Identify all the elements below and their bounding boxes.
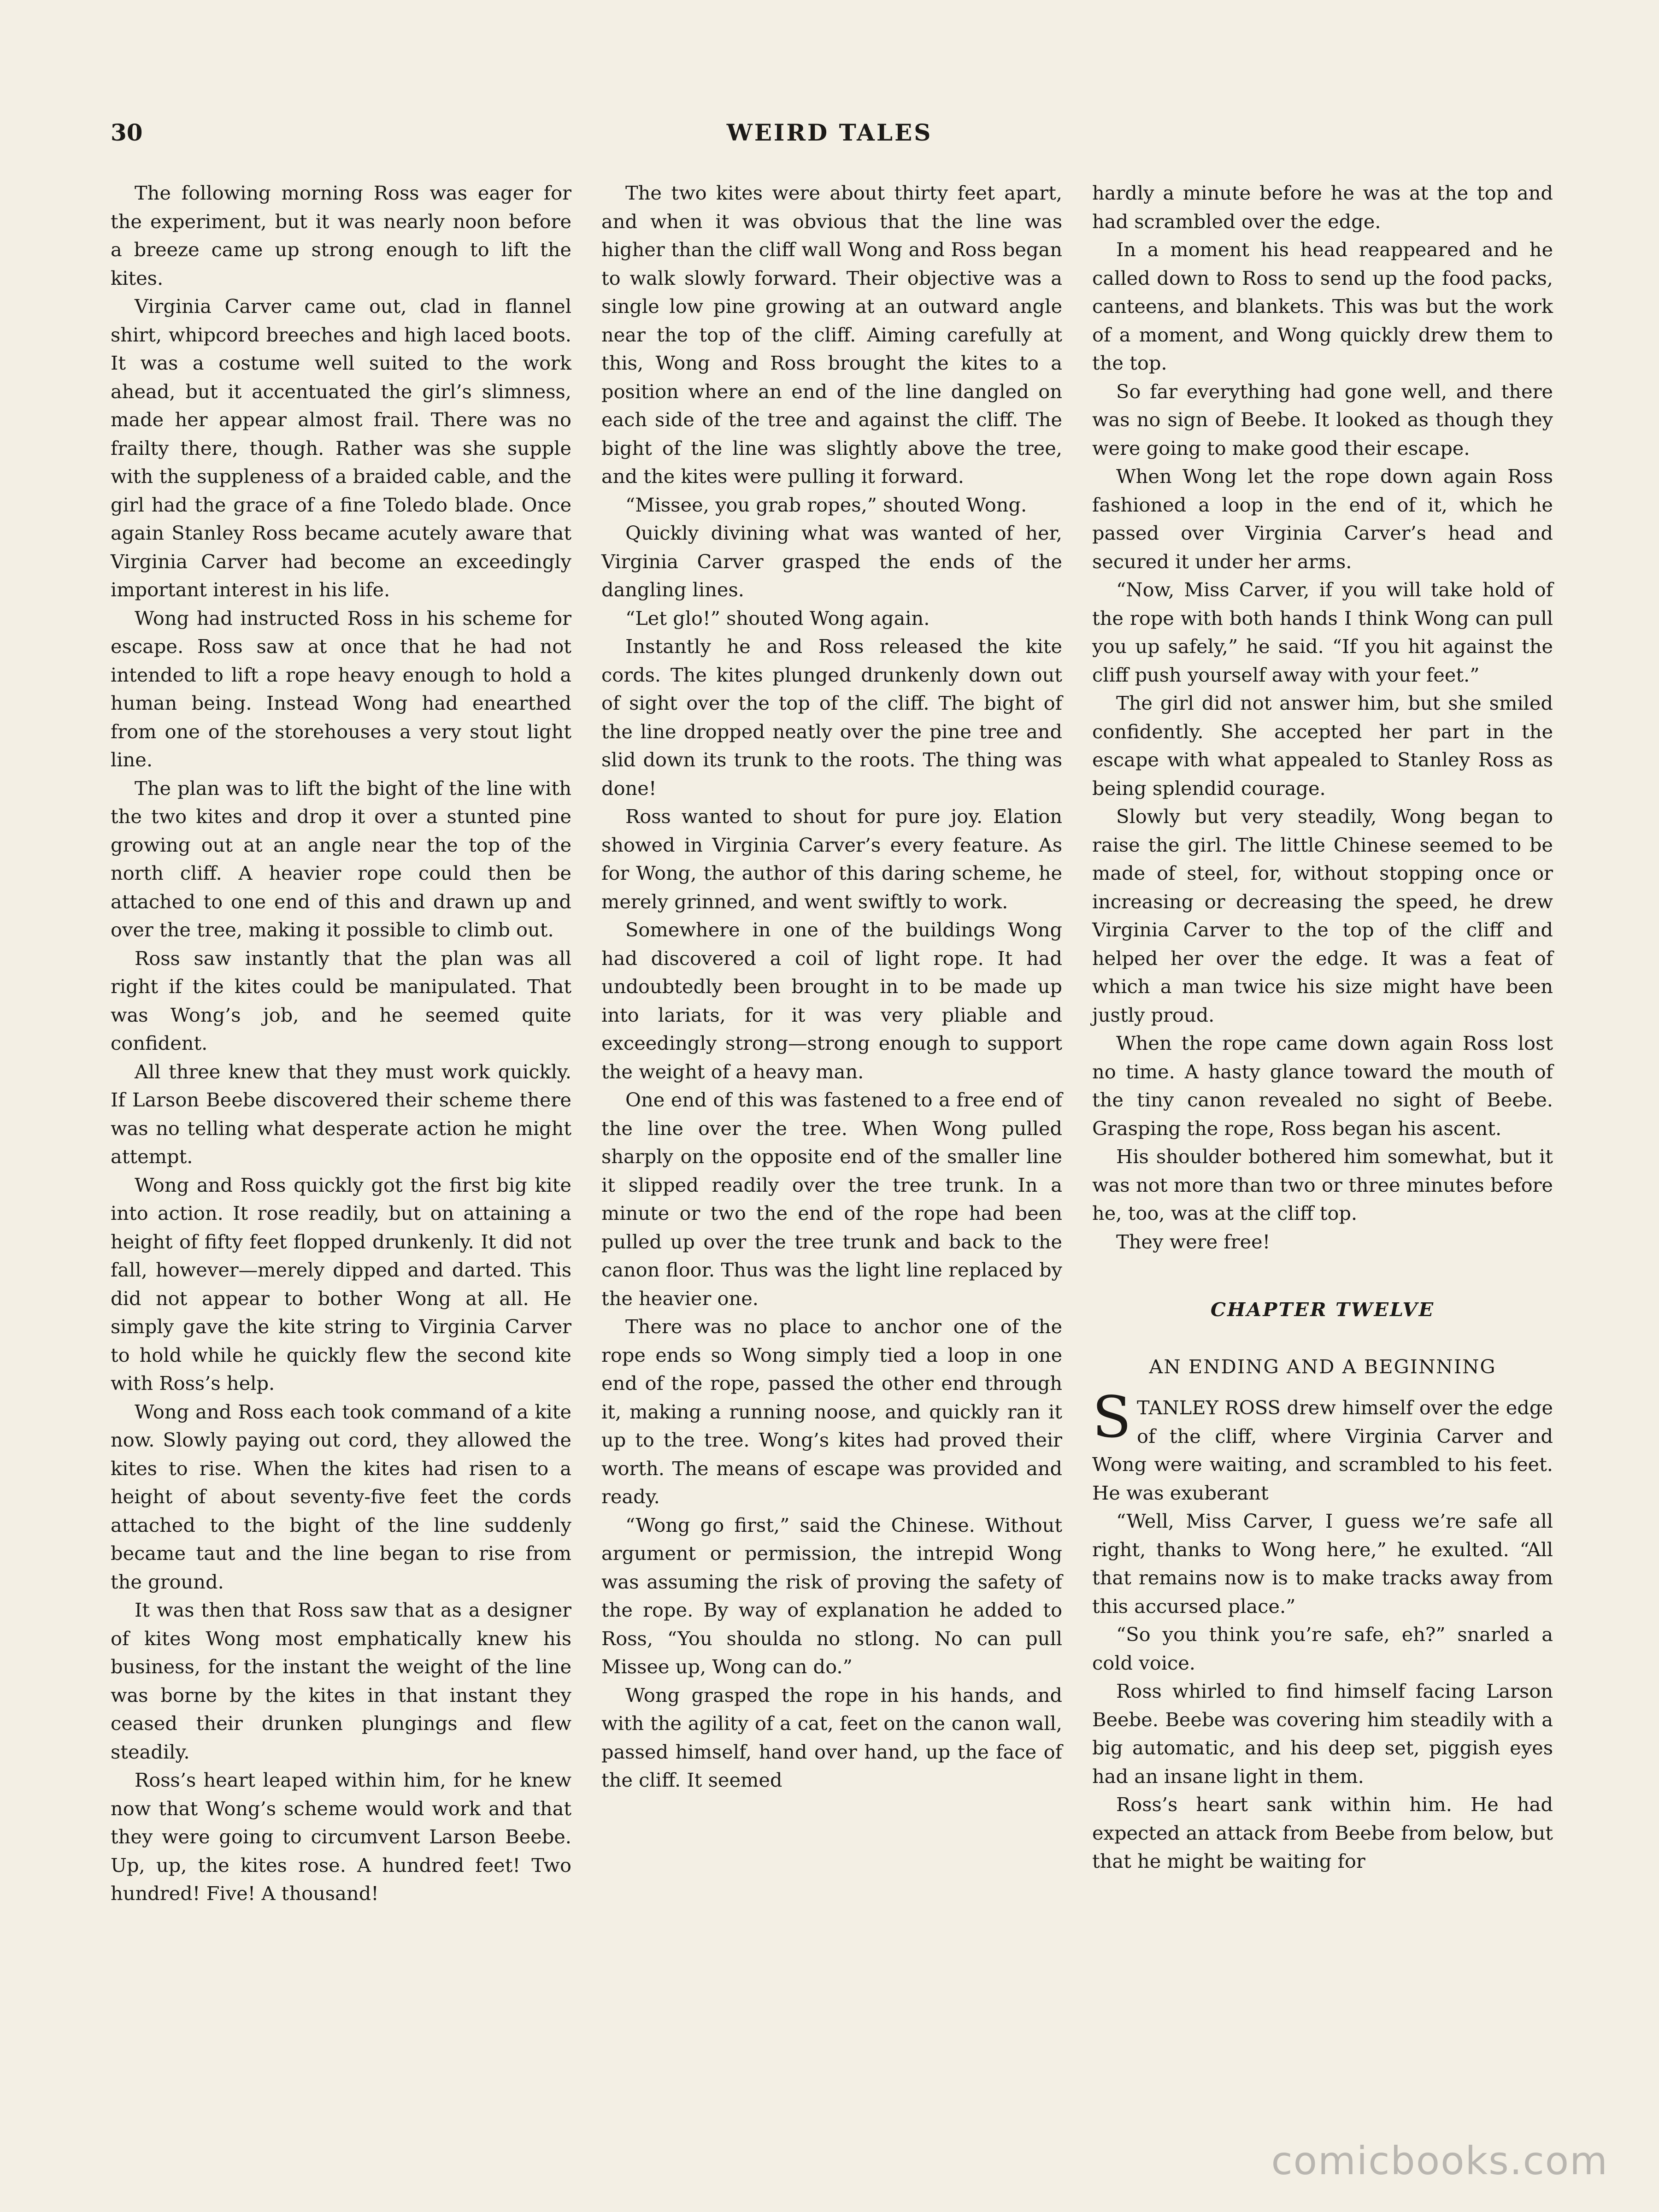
text-column-1 <box>111 179 571 1908</box>
paragraph: One end of this was fastened to a free end of the line over the tree. When Wong pulled sharply on the opposite end of the smaller line it slipped readily over the tree trunk. In a minute or two the end of the rope had been pulled up over the tree trunk and back to the canon floor. Thus was the light line replaced by the heavier one. <box>601 1088 1062 1310</box>
paragraph: hardly a minute before he was at the top and had scrambled over the edge. <box>1092 182 1553 233</box>
paragraph: There was no place to anchor one of the rope ends so Wong simply tied a loop in one end of the rope, passed the other end through it, making a running noose, and quickly ran it up to the tree. Wong’s kites had proved their worth. The means of escape was provided and ready. <box>601 1315 1062 1508</box>
paragraph: Ross’s heart sank within him. He had expected an attack from Beebe from below, but that he might be waiting for <box>1092 1793 1553 1872</box>
paragraph: The girl did not answer him, but she smiled confidently. She accepted her part in the escape with what appealed to Stanley Ross as being splendid courage. <box>1092 692 1553 800</box>
opening-text: TANLEY ROSS drew himself over the edge of the cliff, where Virginia Carver and Wong were waiting, and scrambled to his feet. He was exuberant <box>1092 1396 1553 1504</box>
chapter-title: AN ENDING AND A BEGINNING <box>1149 1355 1496 1378</box>
paragraph: “Wong go first,” said the Chinese. Without argument or permission, the intrepid Wong was assuming the risk of proving the safety of the rope. By way of explanation he added to Ross, “You shoulda no stlong. No can pull Missee up, Wong can do.” <box>601 1513 1062 1678</box>
paragraph: So far everything had gone well, and there was no sign of Beebe. It looked as though they were going to make good their escape. <box>1092 380 1553 459</box>
paragraph: “Let glo!” shouted Wong again. <box>625 606 930 629</box>
paragraph: Ross wanted to shout for pure joy. Elation showed in Virginia Carver’s every feature. As for Wong, the author of this daring scheme, he merely grinned, and went swiftly to work. <box>601 805 1062 913</box>
text-column-2 <box>601 179 1062 1794</box>
paragraph: In a moment his head reappeared and he called down to Ross to send up the food packs, canteens, and blankets. This was but the work of a moment, and Wong quickly drew them to the top. <box>1092 238 1553 374</box>
drop-cap: S <box>1092 1384 1131 1451</box>
paragraph: It was then that Ross saw that as a designer of kites Wong most emphatically knew his business, for the instant the weight of the line was borne by the kites in that instant they ceased their drunken plungings and flew steadily. <box>111 1599 571 1763</box>
running-head: WEIRD TALES <box>726 119 933 146</box>
paragraph: Instantly he and Ross released the kite cords. The kites plunged drunkenly down out of sight over the top of the cliff. The bight of the line dropped neatly over the pine tree and slid down its trunk to the roots. The thing was done! <box>601 635 1062 800</box>
paragraph: Virginia Carver came out, clad in flannel shirt, whipcord breeches and high laced boots. It was a costume well suited to the work ahead, but it accentuated the girl’s slimness, made her appear almost frail. There was no frailty there, though. Rather was she supple with the suppleness of a braided cable, and the girl had the grace of a fine Toledo blade. Once again Stanley Ross became acutely aware that Virginia Carver had become an exceedingly important interest in his life. <box>111 295 571 601</box>
paragraph: Wong and Ross quickly got the first big kite into action. It rose readily, but on attaining a height of fifty feet flopped drunkenly. It did not fall, however—merely dipped and darted. This did not appear to bother Wong at all. He simply gave the kite string to Virginia Carver to hold while he quickly flew the second kite with Ross’s help. <box>111 1173 571 1394</box>
text-column-3 <box>1092 179 1553 1876</box>
paragraph: Wong grasped the rope in his hands, and with the agility of a cat, feet on the canon wall, passed himself, hand over hand, up the face of the cliff. It seemed <box>601 1683 1062 1791</box>
paragraph: Wong and Ross each took command of a kite now. Slowly paying out cord, they allowed the kites to rise. When the kites had risen to a height of about seventy-five feet the cords attached to the bight of the line suddenly became taut and the line began to rise from the ground. <box>111 1400 571 1593</box>
paragraph: “Well, Miss Carver, I guess we’re safe all right, thanks to Wong here,” he exulted. “All that remains now is to make tracks away from this accursed place.” <box>1092 1510 1553 1618</box>
paragraph: Ross’s heart leaped within him, for he knew now that Wong’s scheme would work and that they were going to circumvent Larson Beebe. Up, up, the kites rose. A hundred feet! Two hundred! Five! A thousand! <box>111 1769 571 1905</box>
paragraph: The following morning Ross was eager for the experiment, but it was nearly noon before a breeze came up strong enough to lift the kites. <box>111 182 571 289</box>
paragraph: All three knew that they must work quickly. If Larson Beebe discovered their scheme there was no telling what desperate action he might attempt. <box>111 1060 571 1168</box>
paragraph: When the rope came down again Ross lost no time. A hasty glance toward the mouth of the tiny canon revealed no sight of Beebe. Grasping the rope, Ross began his ascent. <box>1092 1032 1553 1140</box>
chapter-number: CHAPTER TWELVE <box>1210 1298 1435 1321</box>
page-number: 30 <box>111 119 143 146</box>
paragraph: “So you think you’re safe, eh?” snarled a cold voice. <box>1092 1623 1553 1674</box>
paragraph: They were free! <box>1116 1230 1271 1253</box>
paragraph: The plan was to lift the bight of the line with the two kites and drop it over a stunted pine growing out at an angle near the top of the north cliff. A heavier rope could then be attached to one end of this and drawn up and over the tree, making it possible to climb out. <box>111 777 571 941</box>
chapter-opening-paragraph <box>1092 1384 1553 1507</box>
paragraph: “Missee, you grab ropes,” shouted Wong. <box>625 493 1027 516</box>
paragraph: Wong had instructed Ross in his scheme for escape. Ross saw at once that he had not intended to lift a rope heavy enough to hold a human being. Instead Wong had enearthed from one of the storehouses a very stout light line. <box>111 606 571 771</box>
paragraph: Ross whirled to find himself facing Larson Beebe. Beebe was covering him steadily with a big automatic, and his deep set, piggish eyes had an insane light in them. <box>1092 1680 1553 1788</box>
paragraph: The two kites were about thirty feet apart, and when it was obvious that the line was higher than the cliff wall Wong and Ross began to walk slowly forward. Their objective was a single low pine growing at an outward angle near the top of the cliff. Aiming carefully at this, Wong and Ross brought the kites to a position where an end of the line dangled on each side of the tree and against the cliff. The bight of the line was slightly above the tree, and the kites were pulling it forward. <box>601 182 1062 488</box>
page-header <box>111 119 1548 156</box>
paragraph: Quickly divining what was wanted of her, Virginia Carver grasped the ends of the dangling lines. <box>601 522 1062 601</box>
watermark: comicbooks.com <box>1271 2138 1608 2183</box>
paragraph: “Now, Miss Carver, if you will take hold of the rope with both hands I think Wong can pull you up safely,” he said. “If you hit against the cliff push yourself away with your feet.” <box>1092 578 1553 686</box>
paragraph: Somewhere in one of the buildings Wong had discovered a coil of light rope. It had undoubtedly been brought in to be made up into lariats, for it was very pliable and exceedingly strong—strong enough to support the weight of a heavy man. <box>601 918 1062 1083</box>
paragraph: Ross saw instantly that the plan was all right if the kites could be manipulated. That was Wong’s job, and he seemed quite confident. <box>111 947 571 1054</box>
paragraph: Slowly but very steadily, Wong began to raise the girl. The little Chinese seemed to be made of steel, for, without stopping once or increasing or decreasing the speed, he drew Virginia Carver to the top of the cliff and helped her over the edge. It was a feat of which a man twice his size might have been justly proud. <box>1092 805 1553 1026</box>
paragraph: His shoulder bothered him somewhat, but it was not more than two or three minutes before he, too, was at the cliff top. <box>1092 1145 1553 1224</box>
paragraph: When Wong let the rope down again Ross fashioned a loop in the end of it, which he passed over Virginia Carver’s head and secured it under her arms. <box>1092 465 1553 573</box>
